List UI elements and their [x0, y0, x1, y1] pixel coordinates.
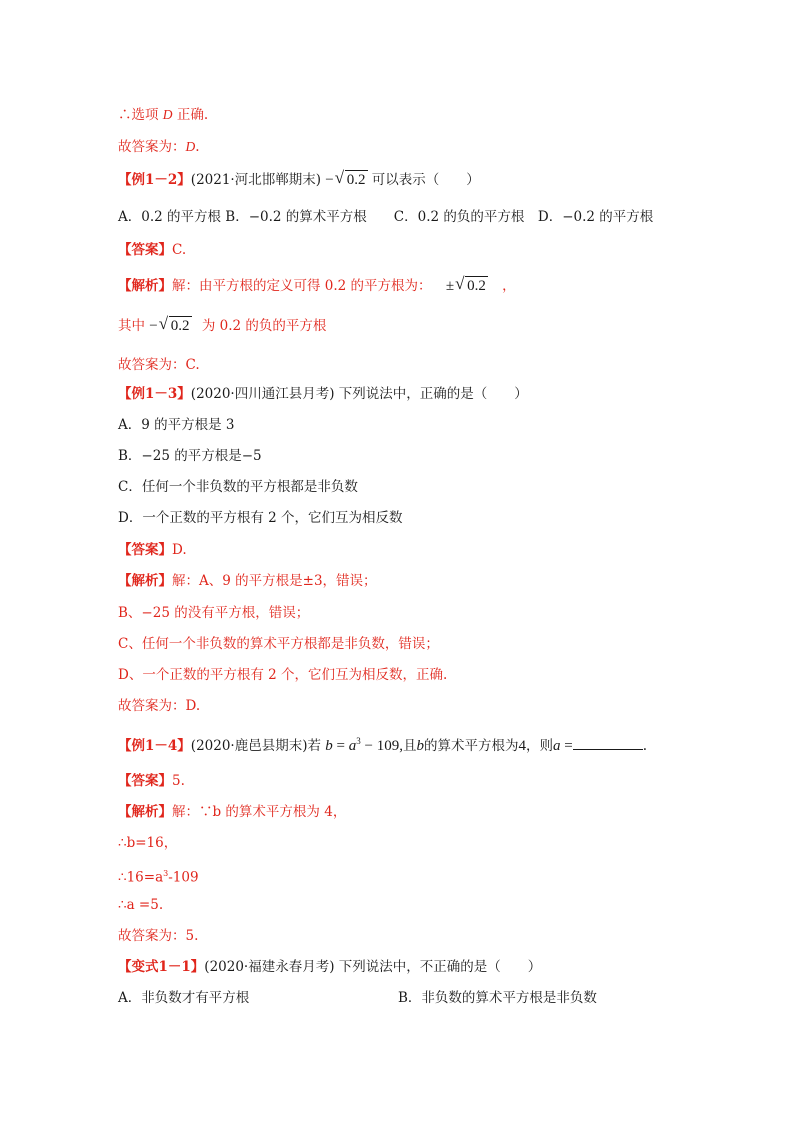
example-1-3-option-c	[118, 477, 358, 497]
text: ∴b=16，	[118, 835, 178, 851]
equals: =	[332, 738, 349, 754]
example-source: (2021·河北邯郸期末)	[190, 172, 321, 188]
answer-value: 5.	[172, 773, 185, 789]
variant-tag: 【变式1－1】	[118, 959, 205, 975]
solution-tag: 【解析】	[118, 573, 172, 589]
text: C．任何一个非负数的平方根都是非负数	[118, 479, 358, 495]
value: 4	[518, 738, 526, 754]
example-1-2-solution-2	[118, 316, 326, 336]
answer-tag: 【答案】	[118, 242, 172, 258]
answer-tag: 【答案】	[118, 773, 172, 789]
text: ∴选项	[118, 107, 159, 123]
question-text: 可以表示（ ）	[371, 172, 480, 188]
variant-1-1-option-a	[118, 988, 249, 1008]
text: B、−25 的没有平方根，错误；	[118, 605, 310, 621]
solution-conclusion-line	[118, 105, 208, 125]
example-1-2-solution	[118, 276, 516, 296]
text: A．非负数才有平方根	[118, 990, 250, 1006]
example-1-4-solution-3	[118, 864, 199, 888]
answer-line	[118, 137, 200, 157]
option-var: D	[185, 139, 196, 154]
example-tag: 【例1－2】	[118, 172, 191, 188]
text: 为 0.2 的负的平方根	[201, 318, 327, 334]
example-1-4-solution-1	[118, 802, 346, 822]
text: ∴a =5.	[118, 897, 164, 913]
sqrt-expression: √ 0.2	[334, 168, 366, 188]
solution-tag: 【解析】	[118, 804, 172, 820]
radicand: 0.2	[346, 172, 366, 188]
text: 故答案为：	[118, 139, 186, 155]
example-1-4-answer	[118, 771, 185, 791]
var-a: a	[552, 738, 561, 754]
text: 故答案为：C.	[118, 357, 200, 373]
var-b: b	[416, 738, 424, 754]
example-source: (2020·福建永春月考)	[204, 959, 335, 975]
plus-minus-sign: ±	[445, 278, 455, 294]
minus-sign: −	[325, 172, 334, 188]
exponent: 3	[356, 736, 361, 746]
text: 的算术平方根为	[423, 738, 519, 754]
text: C、任何一个非负数的算术平方根都是非负数，错误；	[118, 636, 439, 652]
variant-1-1-question	[118, 957, 541, 977]
example-1-4-solution-4	[118, 895, 163, 915]
var-b: b	[325, 738, 333, 754]
example-1-3-answer	[118, 540, 187, 560]
radicand: 0.2	[170, 318, 190, 334]
example-1-2-question	[118, 170, 480, 190]
text: ∴16=a	[118, 869, 164, 886]
example-1-4-final	[118, 926, 198, 946]
answer-blank[interactable]	[573, 735, 643, 750]
text: .	[642, 738, 647, 754]
example-1-4-solution-2	[118, 833, 177, 853]
text: 故答案为：5.	[118, 928, 199, 944]
example-1-3-option-d	[118, 508, 403, 528]
text: 若	[307, 738, 321, 754]
text: D、一个正数的平方根有 2 个，它们互为相反数，正确.	[118, 667, 448, 683]
example-1-3-final	[118, 696, 200, 716]
var-a: a	[348, 738, 357, 754]
text: 其中	[118, 318, 145, 334]
text: -109	[168, 869, 199, 886]
options-text: A．0.2 的平方根 B．−0.2 的算术平方根 C．0.2 的负的平方根 D．−0.2 的平方根	[118, 209, 654, 225]
solution-text: 解：由平方根的定义可得 0.2 的平方根为：	[172, 278, 432, 294]
minus-sign: −	[149, 318, 158, 334]
example-1-2-options	[118, 207, 653, 227]
text: 解：A、9 的平方根是±3，错误；	[172, 573, 377, 589]
example-1-3-solution-4	[118, 665, 447, 685]
example-1-3-option-a	[118, 415, 235, 435]
example-source: (2020·四川通江县月考)	[190, 386, 335, 402]
example-1-3-question	[118, 384, 528, 404]
equals: =	[560, 738, 573, 754]
text: B．−25 的平方根是−5	[118, 448, 262, 464]
text: ，则	[525, 738, 553, 754]
text: D．一个正数的平方根有 2 个，它们互为相反数	[118, 510, 403, 526]
radicand: 0.2	[467, 278, 486, 294]
example-1-3-option-b	[118, 446, 262, 466]
text: 且	[402, 738, 417, 754]
text: 故答案为：D.	[118, 698, 201, 714]
sqrt-expression: √ 0.2	[455, 274, 486, 294]
variant-1-1-option-b	[398, 988, 597, 1008]
answer-tag: 【答案】	[118, 542, 172, 558]
exponent: 3	[163, 869, 169, 878]
example-source: (2020·鹿邑县期末)	[190, 738, 308, 754]
sqrt-expression: √ 0.2	[158, 314, 190, 334]
example-1-3-solution-2	[118, 603, 309, 623]
example-1-2-final	[118, 355, 200, 375]
example-1-2-answer	[118, 240, 186, 260]
option-var: D	[162, 107, 173, 122]
answer-value: C.	[172, 242, 187, 258]
example-tag: 【例1－3】	[118, 386, 191, 402]
text: A．9 的平方根是 3	[118, 417, 235, 433]
question-text: 下列说法中，正确的是（ ）	[338, 386, 528, 402]
text: ，	[502, 278, 516, 294]
text: − 109,	[360, 738, 403, 754]
example-1-3-solution-1	[118, 571, 377, 591]
solution-tag: 【解析】	[118, 278, 172, 294]
question-text: 下列说法中，不正确的是（ ）	[338, 959, 542, 975]
text: .	[195, 139, 200, 155]
example-tag: 【例1－4】	[118, 738, 191, 754]
text: 解：∵b 的算术平方根为 4，	[172, 804, 347, 820]
answer-value: D.	[172, 542, 187, 558]
text: B．非负数的算术平方根是非负数	[398, 990, 597, 1006]
example-1-3-solution-3	[118, 634, 439, 654]
text: 正确.	[176, 107, 209, 123]
example-1-4-question	[118, 731, 647, 756]
